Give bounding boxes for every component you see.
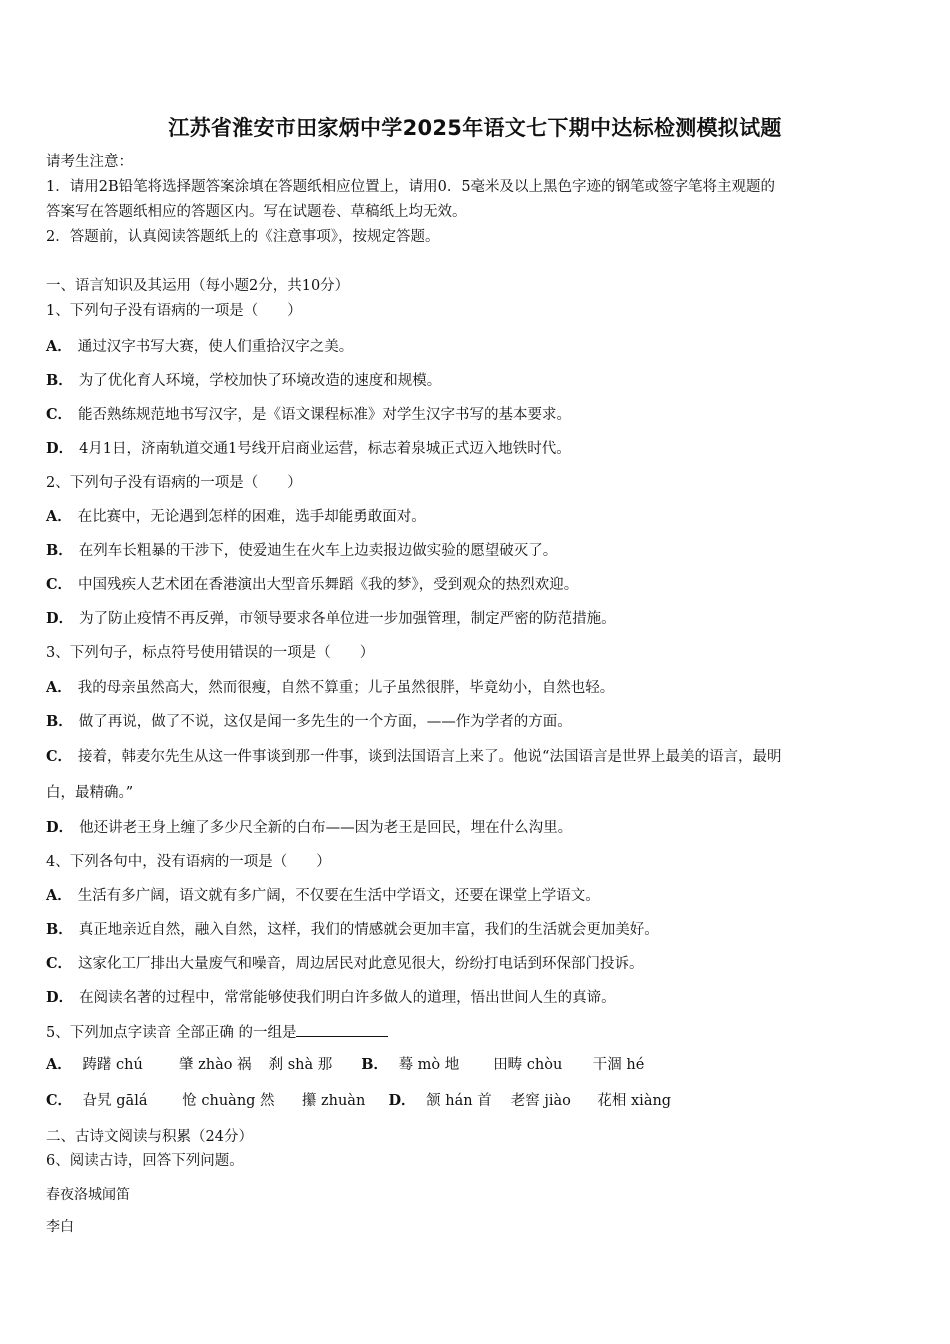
pinyin-item: 攥 zhuàn xyxy=(301,1093,366,1109)
option-label: D． xyxy=(388,1092,416,1109)
option-text: 真正地亲近自然，融入自然，这样，我们的情感就会更加丰富，我们的生活就会更加美好。 xyxy=(78,922,659,938)
q4-option-c xyxy=(46,954,644,974)
notice-line-1b: 答案写在答题纸相应的答题区内。写在试题卷、草稿纸上均无效。 xyxy=(46,204,467,220)
q2-option-c xyxy=(46,575,578,595)
pinyin-item: 踌躇 chú xyxy=(82,1057,143,1073)
pinyin-item: 旮旯 gālá xyxy=(82,1093,148,1109)
q2-option-d xyxy=(46,609,616,629)
section1-heading: 一、语言知识及其运用（每小题2分，共10分） xyxy=(46,278,350,294)
q2-option-b xyxy=(46,541,557,561)
option-label: C． xyxy=(46,748,73,765)
option-label: B． xyxy=(46,921,73,938)
option-label: D． xyxy=(46,610,74,627)
option-label: C． xyxy=(46,576,73,593)
q3-option-a xyxy=(46,678,614,698)
q5-stem xyxy=(46,1022,388,1043)
option-label: A． xyxy=(46,887,72,904)
option-label: A． xyxy=(46,338,72,355)
option-text: 这家化工厂排出大量废气和噪音，周边居民对此意见很大，纷纷打电话到环保部门投诉。 xyxy=(78,956,644,972)
option-text: 中国残疾人艺术团在香港演出大型音乐舞蹈《我的梦》，受到观众的热烈欢迎。 xyxy=(78,577,579,593)
pinyin-item: 田畴 chòu xyxy=(493,1057,563,1073)
option-text: 他还讲老王身上缠了多少尺全新的白布——因为老王是回民，埋在什么沟里。 xyxy=(79,820,573,836)
answer-blank[interactable] xyxy=(296,1022,388,1037)
q5-row-2 xyxy=(46,1091,671,1111)
q2-option-a xyxy=(46,507,426,527)
pinyin-item: 肇 zhào 祸 xyxy=(178,1057,252,1073)
pinyin-item: 怆 chuàng 然 xyxy=(182,1093,275,1109)
option-label: A． xyxy=(46,1056,72,1073)
q5-stem-text: 5、下列加点字读音 全部正确 的一组是 xyxy=(46,1025,297,1041)
poem-title: 春夜洛城闻笛 xyxy=(46,1187,130,1203)
notice-line-1: 1．请用2B铅笔将选择题答案涂填在答题纸相应位置上，请用0．5毫米及以上黑色字迹的钢笔或签字笔将主观题的 xyxy=(46,179,776,195)
option-label: B． xyxy=(361,1056,388,1073)
q4-option-b xyxy=(46,920,659,940)
q1-option-a xyxy=(46,337,353,357)
option-text: 能否熟练规范地书写汉字，是《语文课程标准》对学生汉字书写的基本要求。 xyxy=(78,407,572,423)
q3-option-c xyxy=(46,747,781,767)
q2-stem: 2、下列句子没有语病的一项是（ ） xyxy=(46,475,302,491)
q4-option-d xyxy=(46,988,616,1008)
option-text: 在比赛中，无论遇到怎样的困难，选手却能勇敢面对。 xyxy=(77,509,426,525)
q6-stem: 6、阅读古诗，回答下列问题。 xyxy=(46,1153,244,1169)
option-label: A． xyxy=(46,508,72,525)
option-text: 4月1日，济南轨道交通1号线开启商业运营，标志着泉城正式迈入地铁时代。 xyxy=(79,441,571,457)
option-label: B． xyxy=(46,713,73,730)
option-text: 通过汉字书写大赛，使人们重拾汉字之美。 xyxy=(77,339,354,355)
poem-author: 李白 xyxy=(46,1219,74,1235)
option-label: C． xyxy=(46,406,73,423)
option-label: D． xyxy=(46,989,74,1006)
pinyin-item: 刹 shà 那 xyxy=(268,1057,333,1073)
option-label: D． xyxy=(46,819,74,836)
notice-heading: 请考生注意： xyxy=(46,154,133,170)
option-text: 生活有多广阔，语文就有多广阔，不仅要在生活中学语文，还要在课堂上学语文。 xyxy=(77,888,600,904)
q3-option-d xyxy=(46,818,572,838)
exam-title: 江苏省淮安市田家炳中学2025年语文七下期中达标检测模拟试题 xyxy=(168,116,782,140)
q3-stem: 3、下列句子，标点符号使用错误的一项是（ ） xyxy=(46,645,375,661)
option-text: 接着，韩麦尔先生从这一件事谈到那一件事，谈到法国语言上来了。他说“法国语言是世界上最美的语言，最明 xyxy=(78,749,782,765)
q1-option-c xyxy=(46,405,571,425)
option-text: 做了再说，做了不说，这仅是闻一多先生的一个方面，——作为学者的方面。 xyxy=(78,714,572,730)
option-label: C． xyxy=(46,1092,73,1109)
option-label: B． xyxy=(46,542,73,559)
q5-row-1 xyxy=(46,1055,644,1075)
pinyin-item: 蓦 mò 地 xyxy=(398,1057,460,1073)
pinyin-item: 花相 xiàng xyxy=(597,1093,672,1109)
pinyin-item: 颔 hán 首 xyxy=(426,1093,492,1109)
q3-option-b xyxy=(46,712,572,732)
option-text: 在列车长粗暴的干涉下，使爱迪生在火车上边卖报边做实验的愿望破灭了。 xyxy=(78,543,558,559)
pinyin-item: 老窖 jiào xyxy=(510,1093,571,1109)
q3-option-c-continued: 白，最精确。” xyxy=(46,785,134,801)
q4-option-a xyxy=(46,886,600,906)
option-label: D． xyxy=(46,440,74,457)
q1-stem: 1、下列句子没有语病的一项是（ ） xyxy=(46,303,302,319)
q4-stem: 4、下列各句中，没有语病的一项是（ ） xyxy=(46,854,331,870)
notice-line-2: 2．答题前，认真阅读答题纸上的《注意事项》，按规定答题。 xyxy=(46,229,440,245)
q1-option-b xyxy=(46,371,441,391)
option-label: A． xyxy=(46,679,72,696)
pinyin-item: 干涸 hé xyxy=(592,1057,645,1073)
option-text: 我的母亲虽然高大，然而很瘦，自然不算重；儿子虽然很胖，毕竟幼小，自然也轻。 xyxy=(77,680,615,696)
option-text: 为了防止疫情不再反弹，市领导要求各单位进一步加强管理，制定严密的防范措施。 xyxy=(79,611,616,627)
option-text: 在阅读名著的过程中，常常能够使我们明白许多做人的道理，悟出世间人生的真谛。 xyxy=(79,990,616,1006)
q1-option-d xyxy=(46,439,571,459)
section2-heading: 二、古诗文阅读与积累（24分） xyxy=(46,1129,253,1145)
option-label: B． xyxy=(46,372,73,389)
option-text: 为了优化育人环境，学校加快了环境改造的速度和规模。 xyxy=(78,373,442,389)
option-label: C． xyxy=(46,955,73,972)
